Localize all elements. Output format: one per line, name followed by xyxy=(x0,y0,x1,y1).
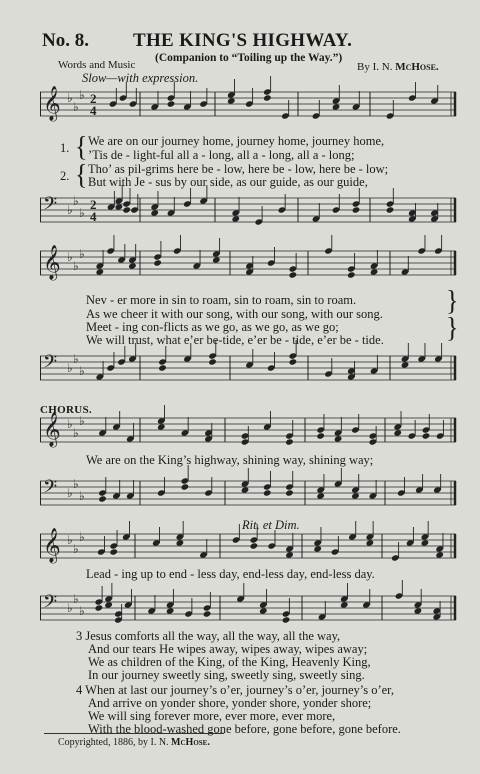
staff-system1-bass xyxy=(40,194,456,224)
stanza-line: And our tears He wipes away, wipes away, wipes away; xyxy=(88,642,368,656)
flat-icon: ♭ xyxy=(79,604,85,618)
note xyxy=(112,411,121,431)
note xyxy=(167,197,176,217)
verse-brace: { xyxy=(75,130,88,163)
verse-number-2: 2. xyxy=(60,169,70,183)
stanza-line: 3 Jesus comforts all the way, all the way, all the way, xyxy=(76,629,341,643)
note xyxy=(107,191,116,211)
note xyxy=(362,589,371,609)
verse-lyric-line: ’Tis de - light-ful all a - long, all a - long, all a - long; xyxy=(88,148,355,162)
staff-lines xyxy=(40,194,456,224)
note xyxy=(122,521,131,541)
flat-icon: ♭ xyxy=(73,592,79,606)
note xyxy=(181,417,190,437)
flat-icon: ♭ xyxy=(67,203,73,217)
verse-lyric-line: But with Je - sus by our side, as our guide, as our guide, xyxy=(88,175,368,189)
note xyxy=(318,601,327,621)
note xyxy=(117,244,126,264)
flat-icon: ♭ xyxy=(67,601,73,615)
note xyxy=(124,589,133,609)
chorus-label: CHORUS. xyxy=(40,404,92,416)
stanza-line: In our journey sweetly sing, sweetly sing, sweetly sing. xyxy=(88,668,365,682)
staff-lines xyxy=(40,528,456,563)
note xyxy=(347,361,356,381)
author-name: McHose. xyxy=(395,61,439,73)
words-and-music-label: Words and Music xyxy=(58,59,136,71)
flat-icon: ♭ xyxy=(79,206,85,220)
note xyxy=(126,480,135,500)
note xyxy=(334,468,343,488)
hymn-number: No. 8. xyxy=(42,30,89,51)
bass-clef-icon: 𝄢 xyxy=(43,477,58,502)
note xyxy=(95,586,104,612)
note xyxy=(158,346,167,372)
note xyxy=(153,241,162,267)
bass-clef-icon: 𝄢 xyxy=(43,194,58,219)
flat-icon: ♭ xyxy=(79,489,85,503)
chorus-lyric-line: We are on the King’s highway, shining way, shining way; xyxy=(86,453,374,467)
note xyxy=(430,203,439,223)
stanza-line: We as children of the King, of the King, Heavenly King, xyxy=(88,655,371,669)
note xyxy=(263,76,272,102)
note xyxy=(192,250,201,270)
note xyxy=(312,203,321,223)
staff-lines xyxy=(40,412,456,447)
footer-rule xyxy=(44,733,224,734)
staff-lines xyxy=(40,477,456,505)
stanza-line: 4 When at last our journey’s o’er, journey’s o’er, journey’s o’er, xyxy=(76,683,394,697)
staff-system3-treble xyxy=(40,412,456,447)
note xyxy=(434,235,443,255)
flat-icon: ♭ xyxy=(67,91,73,105)
author-prefix: By I. N. xyxy=(357,61,393,73)
note xyxy=(369,426,378,446)
bass-clef-icon: 𝄢 xyxy=(43,592,58,617)
note xyxy=(181,465,190,491)
staff-system4-treble xyxy=(40,528,456,563)
note xyxy=(204,423,213,443)
expression-marking: Rit. et Dim. xyxy=(242,518,300,532)
companion-note: (Companion to “Toiling up the Way.”) xyxy=(155,52,343,64)
note xyxy=(263,471,272,497)
flat-icon: ♭ xyxy=(67,533,73,547)
verse-brace: } xyxy=(446,311,459,344)
stanza-line: And arrive on yonder shore, yonder shore, yonder shore; xyxy=(88,696,372,710)
staff-lines xyxy=(40,592,456,620)
copyright-notice xyxy=(58,737,210,748)
verse-lyric-line: Meet - ing con-flicts as we go, as we go, as we go; xyxy=(86,320,339,334)
treble-clef-icon: 𝄞 xyxy=(43,528,61,563)
note xyxy=(408,203,417,223)
note xyxy=(150,91,159,111)
treble-clef-icon: 𝄞 xyxy=(43,86,61,121)
verse-lyric-line: As we cheer it with our song, with our song, with our song. xyxy=(86,307,383,321)
verse-brace: { xyxy=(75,158,88,191)
treble-clef-icon: 𝄞 xyxy=(43,412,61,447)
note xyxy=(112,480,121,500)
verse-number-1: 1. xyxy=(60,141,70,155)
note xyxy=(98,417,107,437)
flat-icon: ♭ xyxy=(73,259,79,273)
note xyxy=(96,361,105,381)
flat-icon: ♭ xyxy=(73,542,79,556)
flat-icon: ♭ xyxy=(79,364,85,378)
note xyxy=(324,235,333,255)
note xyxy=(352,91,361,111)
tempo-marking: Slow—with expression. xyxy=(82,71,199,85)
verse-lyric-line: Tho’ as pil-grims here be - low, here be - low, here be - low; xyxy=(88,162,389,176)
flat-icon: ♭ xyxy=(73,194,79,208)
note xyxy=(433,474,442,494)
flat-icon: ♭ xyxy=(79,530,85,544)
note xyxy=(352,188,361,214)
flat-icon: ♭ xyxy=(79,88,85,102)
note xyxy=(114,604,123,624)
note xyxy=(415,474,424,494)
time-signature-bottom: 4 xyxy=(90,103,97,118)
flat-icon: ♭ xyxy=(73,352,79,366)
flat-icon: ♭ xyxy=(73,477,79,491)
note xyxy=(263,411,272,431)
flat-icon: ♭ xyxy=(79,414,85,428)
note xyxy=(122,188,131,214)
staff-lines xyxy=(40,352,456,380)
note xyxy=(285,471,294,497)
copyright-name: McHose. xyxy=(171,737,210,748)
flat-icon: ♭ xyxy=(73,426,79,440)
note xyxy=(236,583,245,603)
staff-system2-bass xyxy=(40,352,456,380)
treble-clef-icon: 𝄞 xyxy=(43,245,61,280)
note xyxy=(106,235,115,255)
author-credit xyxy=(357,61,439,73)
note xyxy=(386,188,395,214)
flat-icon: ♭ xyxy=(67,486,73,500)
note xyxy=(183,91,192,111)
flat-icon: ♭ xyxy=(67,361,73,375)
staff-system2-treble xyxy=(40,245,456,280)
hymn-title: THE KING'S HIGHWAY. xyxy=(133,30,353,51)
verse-lyric-line: We are on our journey home, journey home, journey home, xyxy=(88,134,385,148)
staff-system1-treble xyxy=(40,86,456,121)
staff-system3-bass xyxy=(40,477,456,505)
flat-icon: ♭ xyxy=(67,417,73,431)
note xyxy=(395,580,404,600)
note xyxy=(417,235,426,255)
note xyxy=(241,426,250,446)
note xyxy=(173,235,182,255)
staff-lines xyxy=(40,86,456,121)
note xyxy=(199,539,208,559)
note xyxy=(430,85,439,105)
note xyxy=(152,527,161,547)
note xyxy=(126,423,135,443)
chorus-lyric-line: Lead - ing up to end - less day, end-less day, end-less day. xyxy=(86,567,375,581)
time-signature-bottom: 4 xyxy=(90,209,97,224)
stanza-line: We will sing forever more, ever more, ever more, xyxy=(88,709,336,723)
note xyxy=(433,601,442,621)
note xyxy=(245,256,254,276)
staff-system4-bass xyxy=(40,592,456,620)
flat-icon: ♭ xyxy=(73,100,79,114)
note xyxy=(147,595,156,615)
note xyxy=(434,343,443,363)
verse-lyric-line: Nev - er more in sin to roam, sin to roam, sin to roam. xyxy=(86,293,357,307)
note xyxy=(348,521,357,541)
note xyxy=(401,256,410,276)
note xyxy=(370,355,379,375)
stanza-line: With the blood-washed gone before, gone before, gone before. xyxy=(88,722,401,736)
note xyxy=(406,527,415,547)
verse-lyric-line: We will trust, what e’er be-tide, e’er be - tide, e’er be - tide. xyxy=(86,333,384,347)
flat-icon: ♭ xyxy=(67,250,73,264)
staff-lines xyxy=(40,245,456,280)
note xyxy=(417,343,426,363)
copyright-prefix: Copyrighted, 1886, by I. N. xyxy=(58,737,169,748)
note xyxy=(245,349,254,369)
note xyxy=(369,480,378,500)
time-signature-top: 2 xyxy=(90,197,97,212)
verse-brace: } xyxy=(446,284,459,317)
bass-clef-icon: 𝄢 xyxy=(43,352,58,377)
flat-icon: ♭ xyxy=(79,247,85,261)
time-signature-top: 2 xyxy=(90,91,97,106)
